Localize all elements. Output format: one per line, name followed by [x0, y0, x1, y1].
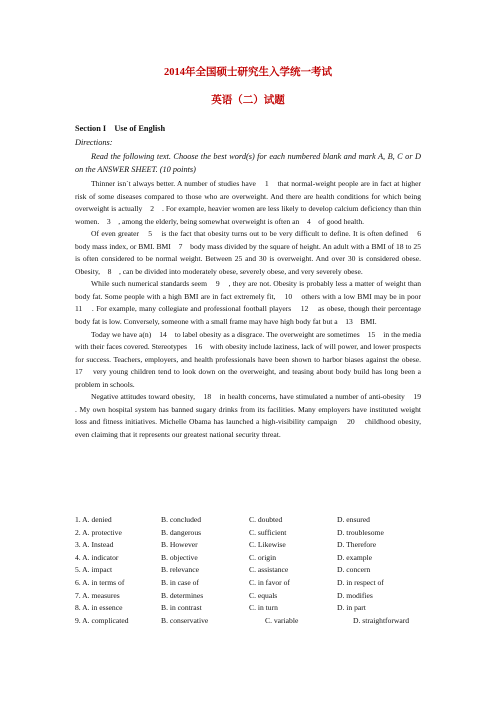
passage-paragraph: Thinner isn´t always better. A number of studies have 1 that normal-weight people are in fact at higher risk of some diseases compared to those who are overweight. And there are health conditions for which being overweight is actually 2 . For example, heavier women are less likely to develop calcium deficiency than thin women. 3 , among the elderly, being somewhat overweight is often an 4 of good health. [75, 179, 423, 226]
passage-paragraph: Negative attitudes toward obesity, 18 in health concerns, have stimulated a number of anti-obesity 19 . My own hospital system has banned sugary drinks from its facilities. Many employers have instituted weight loss and fitness initiatives. Michelle Obama has launched a high-visibility campaign 20 childhood obesity, even claiming that it represents our greatest national security threat. [75, 392, 429, 439]
option-a: 7. A. measures [75, 590, 120, 600]
option-b: B. However [161, 540, 198, 550]
option-d: D. troublesome [337, 527, 384, 537]
option-b: B. determines [161, 590, 204, 600]
directions-text: Read the following text. Choose the best word(s) for each numbered blank and mark A, B, C or D on the ANSWER SHEET. (10 points) [75, 152, 421, 174]
option-b: B. objective [161, 552, 198, 562]
option-a: 6. A. in terms of [75, 577, 125, 587]
option-c: C. Likewise [249, 540, 286, 550]
option-c: C. in turn [249, 603, 278, 613]
option-row [75, 616, 435, 629]
option-c: C. variable [265, 615, 299, 625]
option-a: 4. A. indicator [75, 552, 119, 562]
option-row [75, 565, 435, 578]
option-row [75, 528, 435, 541]
exam-subtitle: 英语（二）试题 [211, 95, 285, 106]
option-b: B. in contrast [161, 603, 202, 613]
option-a: 1. A. denied [75, 515, 112, 524]
option-row [75, 578, 435, 591]
option-b: B. dangerous [161, 527, 202, 537]
option-a: 2. A. protective [75, 527, 122, 537]
answer-options [75, 515, 435, 628]
directions-label: Directions: [75, 138, 113, 147]
option-row [75, 540, 435, 553]
passage-paragraph: Today we have a(n) 14 to label obesity as a disgrace. The overweight are sometimes 15 in the media with their faces covered. Stereotypes 16 with obesity include laziness, lack of will power, and lower prospects for success. Teachers, employers, and health professionals have been shown to harbor biases against the obese. 17 very young children tend to look down on the overweight, and teasing about body build has long been a problem in schools. [75, 329, 429, 389]
option-b: B. relevance [161, 565, 199, 575]
section-heading: Section I Use of English [75, 124, 166, 133]
cloze-passage [75, 178, 429, 441]
option-c: C. doubted [249, 515, 283, 524]
option-b: B. conservative [161, 615, 209, 625]
option-c: C. sufficient [249, 527, 287, 537]
exam-title: 2014年全国硕士研究生入学统一考试 [164, 67, 332, 78]
option-d: D. ensured [337, 515, 370, 524]
option-a: 5. A. impact [75, 565, 113, 575]
passage-paragraph: Of even greater 5 is the fact that obesity turns out to be very difficult to define. It is often defined 6 body mass index, or BMI. BMI 7 body mass divided by the square of height. An adult with a BMI of 18 to 25 is often considered to be normal weight. Between 25 and 30 is overweight. And over 30 is considered obese. Obesity, 8 , can be divided into moderately obese, severely obese, and very severely obese. [75, 229, 429, 276]
option-a: 3. A. Instead [75, 540, 114, 550]
option-b: B. in case of [161, 577, 199, 587]
option-a: 9. A. complicated [75, 615, 129, 625]
passage-paragraph: While such numerical standards seem 9 , they are not. Obesity is probably less a matter of weight than body fat. Some people with a high BMI are in fact extremely fit, 10 others with a low BMI may be in poor 11 . For example, many collegiate and professional football players 12 as obese, though their percentage body fat is low. Conversely, someone with a small frame may have high body fat but a 13 BMI. [75, 279, 429, 327]
option-b: B. concluded [161, 515, 202, 524]
option-c: C. origin [249, 552, 277, 562]
option-d: D. in part [337, 603, 366, 613]
option-row [75, 603, 435, 616]
option-d: D. in respect of [337, 577, 384, 587]
option-d: D. concern [337, 565, 371, 575]
option-a: 8. A. in essence [75, 603, 123, 613]
option-d: D. Therefore [337, 540, 377, 550]
option-c: C. assistance [249, 565, 289, 575]
option-c: C. equals [249, 590, 278, 600]
option-c: C. in favor of [249, 577, 290, 587]
option-d: D. modifies [337, 590, 373, 600]
option-row [75, 591, 435, 604]
option-d: D. example [337, 552, 373, 562]
option-row [75, 515, 435, 528]
option-row [75, 553, 435, 566]
option-d: D. straightforward [353, 615, 410, 625]
